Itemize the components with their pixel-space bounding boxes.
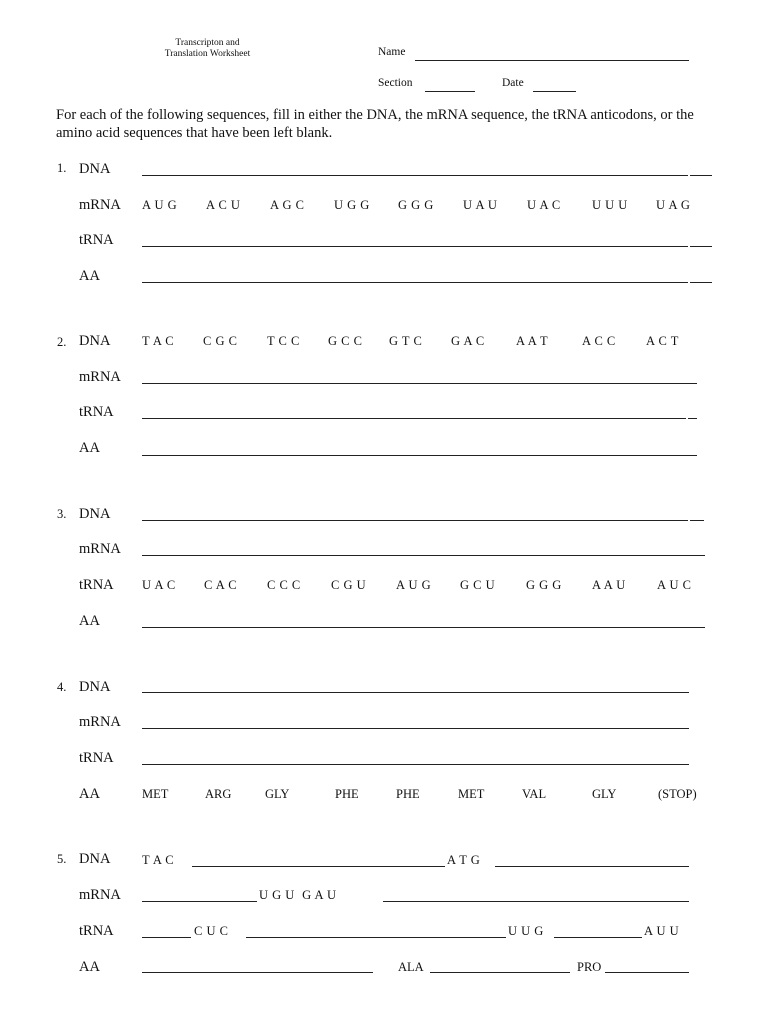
- problem-5-amino-acid-1: ALA: [398, 960, 424, 974]
- problem-5-aa-field-3[interactable]: [605, 972, 689, 973]
- amino-acid-8: GLY: [592, 787, 617, 801]
- problem-5-aa-field-1[interactable]: [142, 972, 373, 973]
- problem-4-mrna-label: mRNA: [79, 714, 121, 730]
- problem-3-aa-field[interactable]: [142, 627, 705, 628]
- codon-2: C G C: [203, 334, 238, 348]
- problem-4-trna-label: tRNA: [79, 750, 114, 766]
- problem-3-aa-label: AA: [79, 613, 100, 629]
- date-label: Date: [502, 77, 524, 89]
- problem-1-dna-field-end[interactable]: [690, 175, 712, 176]
- problem-1-trna-label: tRNA: [79, 232, 114, 248]
- problem-3-mrna-field[interactable]: [142, 555, 705, 556]
- problem-1-number: 1.: [57, 161, 67, 175]
- codon-2: C A C: [204, 578, 238, 592]
- amino-acid-5: PHE: [396, 787, 420, 801]
- codon-4: C G U: [331, 578, 367, 592]
- codon-5: A U G: [396, 578, 432, 592]
- codon-5: G T C: [389, 334, 423, 348]
- problem-5-amino-acid-2: PRO: [577, 960, 602, 974]
- problem-4-trna-field[interactable]: [142, 764, 689, 765]
- problem-2-number: 2.: [57, 335, 67, 349]
- codon-7: G G G: [526, 578, 562, 592]
- problem-5-dna-field-2[interactable]: [495, 866, 689, 867]
- codon-2: A C U: [206, 198, 241, 212]
- problem-5-number: 5.: [57, 852, 67, 866]
- problem-1-dna-field[interactable]: [142, 175, 688, 176]
- codon-6: G C U: [460, 578, 496, 592]
- problem-2-trna-field-end[interactable]: [688, 418, 697, 419]
- section-label: Section: [378, 77, 413, 89]
- amino-acid-7: VAL: [522, 787, 547, 801]
- codon-6: G A C: [451, 334, 485, 348]
- problem-2-mrna-field[interactable]: [142, 383, 697, 384]
- problem-1-mrna-label: mRNA: [79, 197, 121, 213]
- codon-3: A G C: [270, 198, 305, 212]
- section-field[interactable]: [425, 91, 475, 92]
- amino-acid-9: (STOP): [658, 787, 697, 801]
- problem-5-dna-mid-codon: A T G: [447, 853, 481, 867]
- problem-3-dna-label: DNA: [79, 506, 111, 522]
- name-label: Name: [378, 46, 406, 58]
- problem-5-aa-label: AA: [79, 959, 100, 975]
- instructions: For each of the following sequences, fill in either the DNA, the mRNA sequence, the tRNA anticodons, or the amino acid sequences that have been left blank.: [56, 107, 694, 141]
- codon-8: A C C: [582, 334, 616, 348]
- problem-4-number: 4.: [57, 680, 67, 694]
- problem-3-number: 3.: [57, 507, 67, 521]
- codon-1: T A C: [142, 334, 175, 348]
- problem-5-trna-field-3[interactable]: [554, 937, 642, 938]
- worksheet-title: [150, 38, 265, 60]
- codon-3: T C C: [267, 334, 300, 348]
- codon-9: A C T: [646, 334, 679, 348]
- problem-3-dna-field-end[interactable]: [690, 520, 704, 521]
- problem-4-aa-label: AA: [79, 786, 100, 802]
- problem-3-trna-label: tRNA: [79, 577, 114, 593]
- problem-5-trna-codon-3: A U U: [644, 924, 680, 938]
- amino-acid-6: MET: [458, 787, 485, 801]
- problem-5-trna-label: tRNA: [79, 923, 114, 939]
- problem-5-dna-label: DNA: [79, 851, 111, 867]
- problem-5-trna-field-1[interactable]: [142, 937, 191, 938]
- codon-8: U U U: [592, 198, 628, 212]
- codon-1: A U G: [142, 198, 178, 212]
- problem-2-aa-label: AA: [79, 440, 100, 456]
- problem-5-mrna-field-2[interactable]: [383, 901, 689, 902]
- codon-4: G C C: [328, 334, 363, 348]
- problem-1-aa-label: AA: [79, 268, 100, 284]
- codon-8: A A U: [592, 578, 626, 592]
- problem-1-aa-field[interactable]: [142, 282, 688, 283]
- codon-9: U A G: [656, 198, 691, 212]
- problem-3-dna-field[interactable]: [142, 520, 688, 521]
- codon-6: U A U: [463, 198, 498, 212]
- codon-5: G G G: [398, 198, 434, 212]
- problem-2-aa-field[interactable]: [142, 455, 697, 456]
- problem-5-trna-field-2[interactable]: [246, 937, 506, 938]
- problem-1-aa-field-end[interactable]: [690, 282, 712, 283]
- problem-2-dna-label: DNA: [79, 333, 111, 349]
- codon-7: A A T: [516, 334, 549, 348]
- name-field[interactable]: [415, 60, 689, 61]
- problem-5-trna-codon-1: C U C: [194, 924, 229, 938]
- codon-4: U G G: [334, 198, 370, 212]
- problem-4-dna-field[interactable]: [142, 692, 689, 693]
- amino-acid-1: MET: [142, 787, 169, 801]
- worksheet-title-line2: Translation Worksheet: [164, 49, 251, 59]
- codon-9: A U C: [657, 578, 692, 592]
- problem-2-trna-field[interactable]: [142, 418, 686, 419]
- amino-acid-3: GLY: [265, 787, 290, 801]
- problem-1-trna-field-end[interactable]: [690, 246, 712, 247]
- problem-5-dna-field-1[interactable]: [192, 866, 445, 867]
- codon-7: U A C: [527, 198, 561, 212]
- codon-3: C C C: [267, 578, 301, 592]
- problem-5-dna-start-codon: T A C: [142, 853, 175, 867]
- amino-acid-4: PHE: [335, 787, 359, 801]
- problem-4-dna-label: DNA: [79, 679, 111, 695]
- date-field[interactable]: [533, 91, 576, 92]
- problem-5-mrna-field-1[interactable]: [142, 901, 257, 902]
- problem-5-mrna-mid-codons: U G U G A U: [259, 888, 337, 902]
- problem-4-mrna-field[interactable]: [142, 728, 689, 729]
- problem-1-trna-field[interactable]: [142, 246, 688, 247]
- amino-acid-2: ARG: [205, 787, 232, 801]
- problem-5-aa-field-2[interactable]: [430, 972, 570, 973]
- problem-5-mrna-label: mRNA: [79, 887, 121, 903]
- problem-5-trna-codon-2: U U G: [508, 924, 544, 938]
- problem-2-trna-label: tRNA: [79, 404, 114, 420]
- problem-3-mrna-label: mRNA: [79, 541, 121, 557]
- problem-2-mrna-label: mRNA: [79, 369, 121, 385]
- codon-1: U A C: [142, 578, 176, 592]
- problem-1-dna-label: DNA: [79, 161, 111, 177]
- worksheet-title-line1: Transcripton and: [175, 38, 240, 48]
